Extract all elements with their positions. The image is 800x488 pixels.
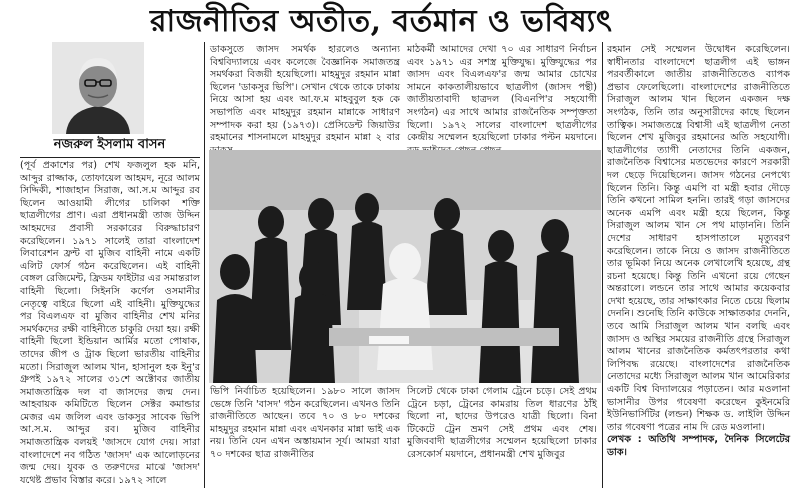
author-divider bbox=[20, 157, 200, 158]
column-divider bbox=[602, 42, 603, 488]
group-photo-image bbox=[209, 150, 601, 383]
column-1-text: (পূর্ব প্রকাশের পর) শেখ ফজলুল হক মনি, আব্দুর রাজ্জাক, তোফায়েল আহমদ, নূরে আলম সিদ্দিকী, শাজাহান সিরাজ, আ.স.ম আব্দুর রব ছিলেন আওয়ামী লীগের চালিকা শক্তি ছাত্রলীগের প্রাণ। এরা প্রধানমন্ত্রী তাজ উদ্দিন আহমদের প্রবাসী সরকারের বিরুদ্ধাচারণ করেছিলেন। ১৯৭১ সালেই তারা বাংলাদেশ লিবারেশন ফ্রন্ট বা মুজিব বাহিনী নামে একটি এলিট ফোর্স গঠন করেছিলেন। এই বাহিনী বেঙ্গল রেজিমেন্ট, ফ্রিডম ফাইটার এর সমান্তরাল বাহিনী ছিলো। সিইনসি কর্ণেল ওসমানীর নেতৃত্বে বাইরে ছিলো এই বাহিনী। মুক্তিযুদ্ধের পর বিএলএফ বা মুজিব বাহিনীর শেখ মনির সমর্থকদের রক্ষী বাহিনীতে চাকুরি দেয়া হয়। রক্ষী বাহিনী ছিলো ইন্ডিয়ান আর্মির মতো পোষাক, তাদের জীপ ও ট্রাক ছিলো ভারতীয় বাহিনীর মতো। সিরাজুল আলম খান, হাসানুল হক ইনু'র গ্রুপই ১৯৭২ সালের ৩১শে অক্টোবর জাতীয় সমাজতান্ত্রিক দল বা জাসদের জন্ম দেন। আহবায়ক কমিটিতে ছিলেন সেক্টর কমান্ডার মেজর এম জলিল এবং ডাকসুর সাবেক ভিপি আ.স.ম. আব্দুর রব। মুজিব বাহিনীর সমাজতান্ত্রিক বলয়ই 'জাসদে যোগ দেয়। সারা বাংলাদেশে নব গঠিত 'জাসদ' এক আলোড়নের জন্ম দেয়। যুবক ও তরুণদের মাঝে 'জাসদ' যথেষ্ট প্রভাব বিস্তার করে। ১৯৭২ সালে bbox=[20, 160, 200, 486]
article-column-4 bbox=[607, 44, 790, 486]
column-2-text: ডাকসুতে জাসদ সমর্থক হারলেও অন্যান্য বিশ্ববিদ্যালয়ে এবং কলেজে বৈজ্ঞানিক সমাজতন্ত্র সমর্থকরা বিজয়ী হয়েছিলো। মাহমুদুর রহমান মান্না ছিলেন 'ডাকসুর ভিপি'। সেখান থেকে তাকে ঢাকায় নিয়ে আসা হয় এবং আ.ফ.ম মাহবুবুল হক কে সভাপতি এবং মাহমুদুর রহমান মান্নাকে সাধারণ সম্পাদক করা হয় (১৯৭৩)। প্রেসিডেন্ট জিয়াউর রহমানের শাসনামলে মাহমুদুর রহমান মান্না ২ বার bbox=[210, 44, 400, 144]
column-3-text: মাঠকর্মী আমাদের দেখা ৭০ এর সাধারণ নির্বাচন এবং ১৯৭১ এর সশস্ত্র মুক্তিযুদ্ধ। মুক্তিযুদ্ধের পর জাসদ এবং বিএলএফ'র জন্ম আমার চোখের সামনে কাকতালীয়ভাবে ছাত্রলীগ (জাসদ পন্থী) জাতীয়তাবাদী ছাত্রদল (বিএনপি'র সহযোগী সংগঠন) এর সাথে আমার রাজনৈতিক সম্পৃক্ততা ছিলো। ১৯৭২ সালের বাংলাদেশ ছাত্রলীগের কেন্দ্রীয় সম্মেলন হয়েছিলো ঢাকার পল্টন ময়দানে। bbox=[407, 44, 597, 144]
headline: রাজনীতির অতীত, বর্তমান ও ভবিষ্যৎ bbox=[150, 4, 613, 39]
column-3b-text: সিলেট থেকে ঢাকা গেলাম ট্রেনে চড়ে। সেই প্রথম ট্রেনে চড়া, ট্রেনের কামরায় তিল ধারণের ঠাঁই ছিলো না, ছাদের উপরেও যাত্রী ছিলো। বিনা টিকেটে ট্রেন ভ্রমণ সেই প্রথম এবং শেষ। মুজিববাদী ছাত্রলীগের সম্মেলন হয়েছিলো ঢাকার রেসকোর্স ময়দানে, প্রধানমন্ত্রী শেখ মুজিবুর bbox=[407, 386, 597, 460]
article-column-2 bbox=[210, 44, 400, 148]
article-column-3 bbox=[407, 44, 597, 148]
column-divider bbox=[204, 42, 205, 488]
author-photo bbox=[52, 42, 144, 134]
author-name: নজরুল ইসলাম বাসন bbox=[53, 137, 166, 152]
archive-group-photo bbox=[209, 150, 601, 383]
column-2b-text: ভিপি নির্বাচিত হয়েছিলেন। ১৯৮০ সালে জাসদ ভেঙ্গে তিনি 'বাসদ' গঠন করেছিলেন। এখনও তিনি রাজনীতিতে আছেন। তবে ৭০ ও ৮০ দশকের মাহমুদুর রহমান মান্না এবং এখনকার মান্না ভাই এক নয়। তিনি যেন এখন অস্তায়মান সূর্য। আমরা যারা ৭০ দশকের ছাত্র রাজনীতির bbox=[210, 386, 400, 460]
article-column-1 bbox=[20, 160, 200, 486]
article-column-3b bbox=[407, 386, 597, 486]
author-portrait-image bbox=[52, 42, 144, 134]
column-4-text: রহমান সেই সম্মেলন উদ্বোধন করেছিলেন। স্বাধীনতার বাংলাদেশে ছাত্রলীগ এই ভাঙ্গন পরবর্তীকালে জাতীয় রাজনীতিতেও ব্যাপক প্রভাব ফেলেছিলো। বাংলাদেশের রাজনীতিতে সিরাজুল আলম খান ছিলেন একজন দক্ষ সংগঠক, তিনি তার অনুসারীদের কাছে ছিলেন তাত্বিক। সমাজতন্ত্রে বিশ্বাসী এই ছাত্রলীগ নেতা ছিলেন শেখ মুজিবুর রহমানের অতি সহযোগী। ছাত্রলীগের ত্যাগী নেতাদের তিনি একজন, রাজনৈতিক বিশ্বাসের মতভেদের কারণে সরকারী দল ছেড়ে দিয়েছিলেন। জাসদ গঠনের নেপথ্যে ছিলেন তিনি। কিন্তু এমপি বা মন্ত্রী হবার দৌড়ে তিনি কখনো সামিল হননি। তারই গড়া জাসদের অনেক এমপি এবং মন্ত্রী হয়ে ছিলেন, কিন্তু সিরাজুল আলম খান সে পথ মাড়াননি। তিনি দেশের সাধারণ হাসপাতালে মৃত্যুবরণ করেছিলেন। তাকে নিয়ে ও জাসদ রাজনীতিতে তার ভূমিকা নিয়ে অনেক লেখালেখি হয়েছে, গ্রন্থ রচনা হয়েছে। কিন্তু তিনি এখনো রয়ে গেছেন অন্তরালে। লন্ডনে তার সাথে আমার কয়েকবার দেখা হয়েছে, তার সাক্ষাৎকার নিতে চেয়ে ছিলাম দেননি। শুনেছি তিনি কাউকে সাক্ষাতকার দেননি, তবে আমি সিরাজুল আলম খান বলছি এবং জাসদ ও অস্থির সময়ের রাজনীতি গ্রন্থে সিরাজুল আলম খানের রাজনৈতিক কর্মতৎপরতার কথা লিপিবদ্ধ রয়েছে। বাংলাদেশের রাজনৈতিক নেতাদের মধ্যে সিরাজুল আলম খান আমেরিকার একটি বিশ্ব বিদ্যালয়ের পড়াতেন। আর মওলানা ভাসানীর উপর গবেষণা করেছেন কুইনমেরি ইউনিভার্সিটির (লন্ডন) শিক্ষক ড. লাইলি উদ্দিন তার গবেষণা পত্রের নাম দি রেড মওলানা। bbox=[607, 44, 790, 433]
article-column-2b bbox=[210, 386, 400, 486]
author-credit: লেখক : অতিথি সম্পাদক, দৈনিক সিলেটের ডাক। bbox=[607, 434, 790, 458]
